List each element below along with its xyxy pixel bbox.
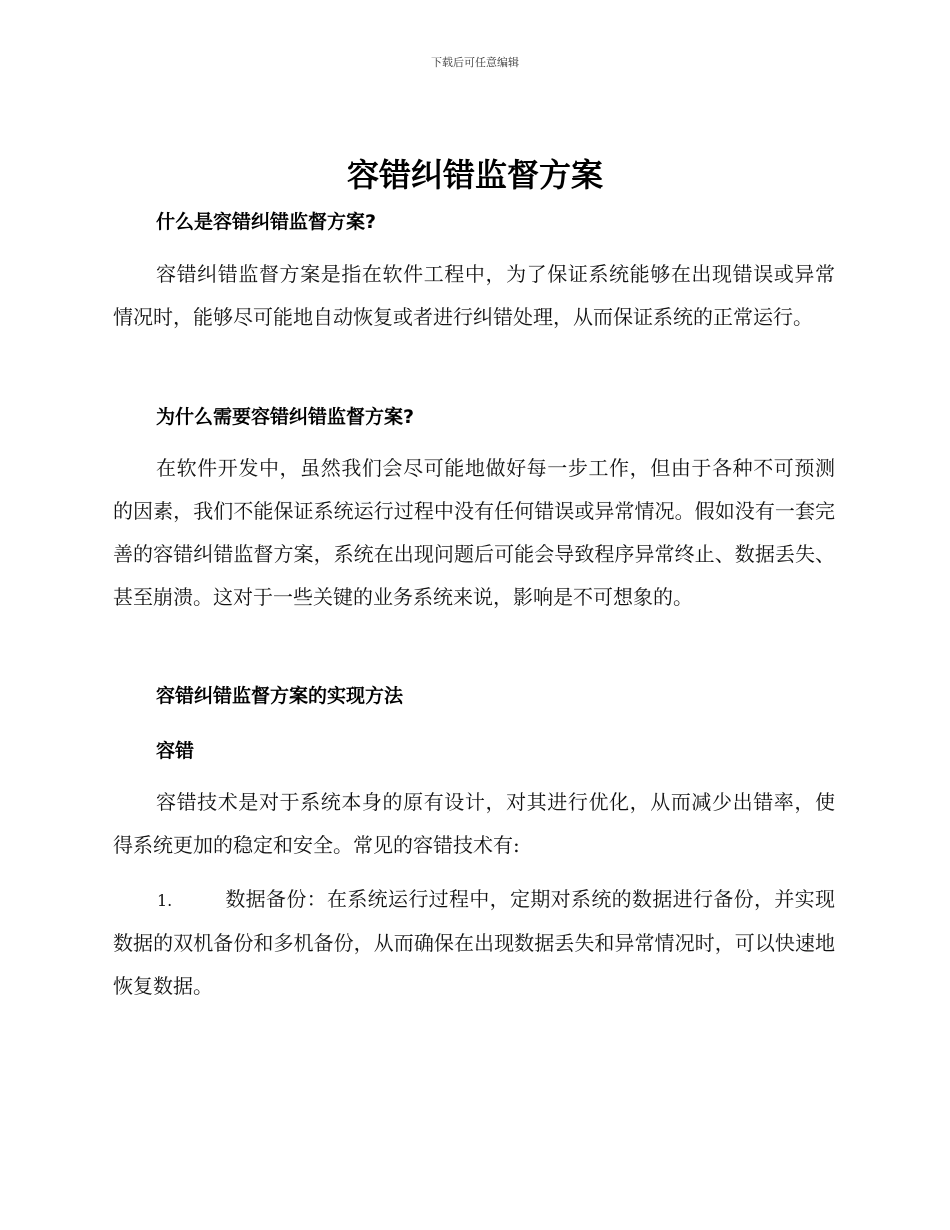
section-paragraph-why: 在软件开发中，虽然我们会尽可能地做好每一步工作，但由于各种不可预测的因素，我们不能保证系统运行过程中没有任何错误或异常情况。假如没有一套完善的容错纠错监督方案，系统在出现问题后可能会导致程序异常终止、数据丢失、甚至崩溃。这对于一些关键的业务系统来说，影响是不可想象的。: [113, 456, 835, 609]
list-item-text: 数据备份：在系统运行过程中，定期对系统的数据进行备份，并实现数据的双机备份和多机备份，从而确保在出现数据丢失和异常情况时，可以快速地恢复数据。: [113, 887, 835, 998]
section-paragraph-fault-tolerance: 容错技术是对于系统本身的原有设计，对其进行优化，从而减少出错率，使得系统更加的稳定和安全。常见的容错技术有:: [113, 790, 835, 857]
section-heading-why: 为什么需要容错纠错监督方案?: [156, 406, 415, 428]
list-item-number: 1.: [157, 891, 173, 910]
list-item: [113, 878, 835, 1008]
section-heading-implementation: 容错纠错监督方案的实现方法: [156, 685, 404, 707]
section-heading-fault-tolerance: 容错: [156, 740, 195, 762]
page-header-note: 下载后可任意编辑: [431, 56, 519, 69]
section-heading-what: 什么是容错纠错监督方案?: [156, 211, 377, 233]
document-title: 容错纠错监督方案: [346, 156, 603, 194]
section-paragraph-what: 容错纠错监督方案是指在软件工程中，为了保证系统能够在出现错误或异常情况时，能够尽可能地自动恢复或者进行纠错处理，从而保证系统的正常运行。: [113, 262, 835, 329]
